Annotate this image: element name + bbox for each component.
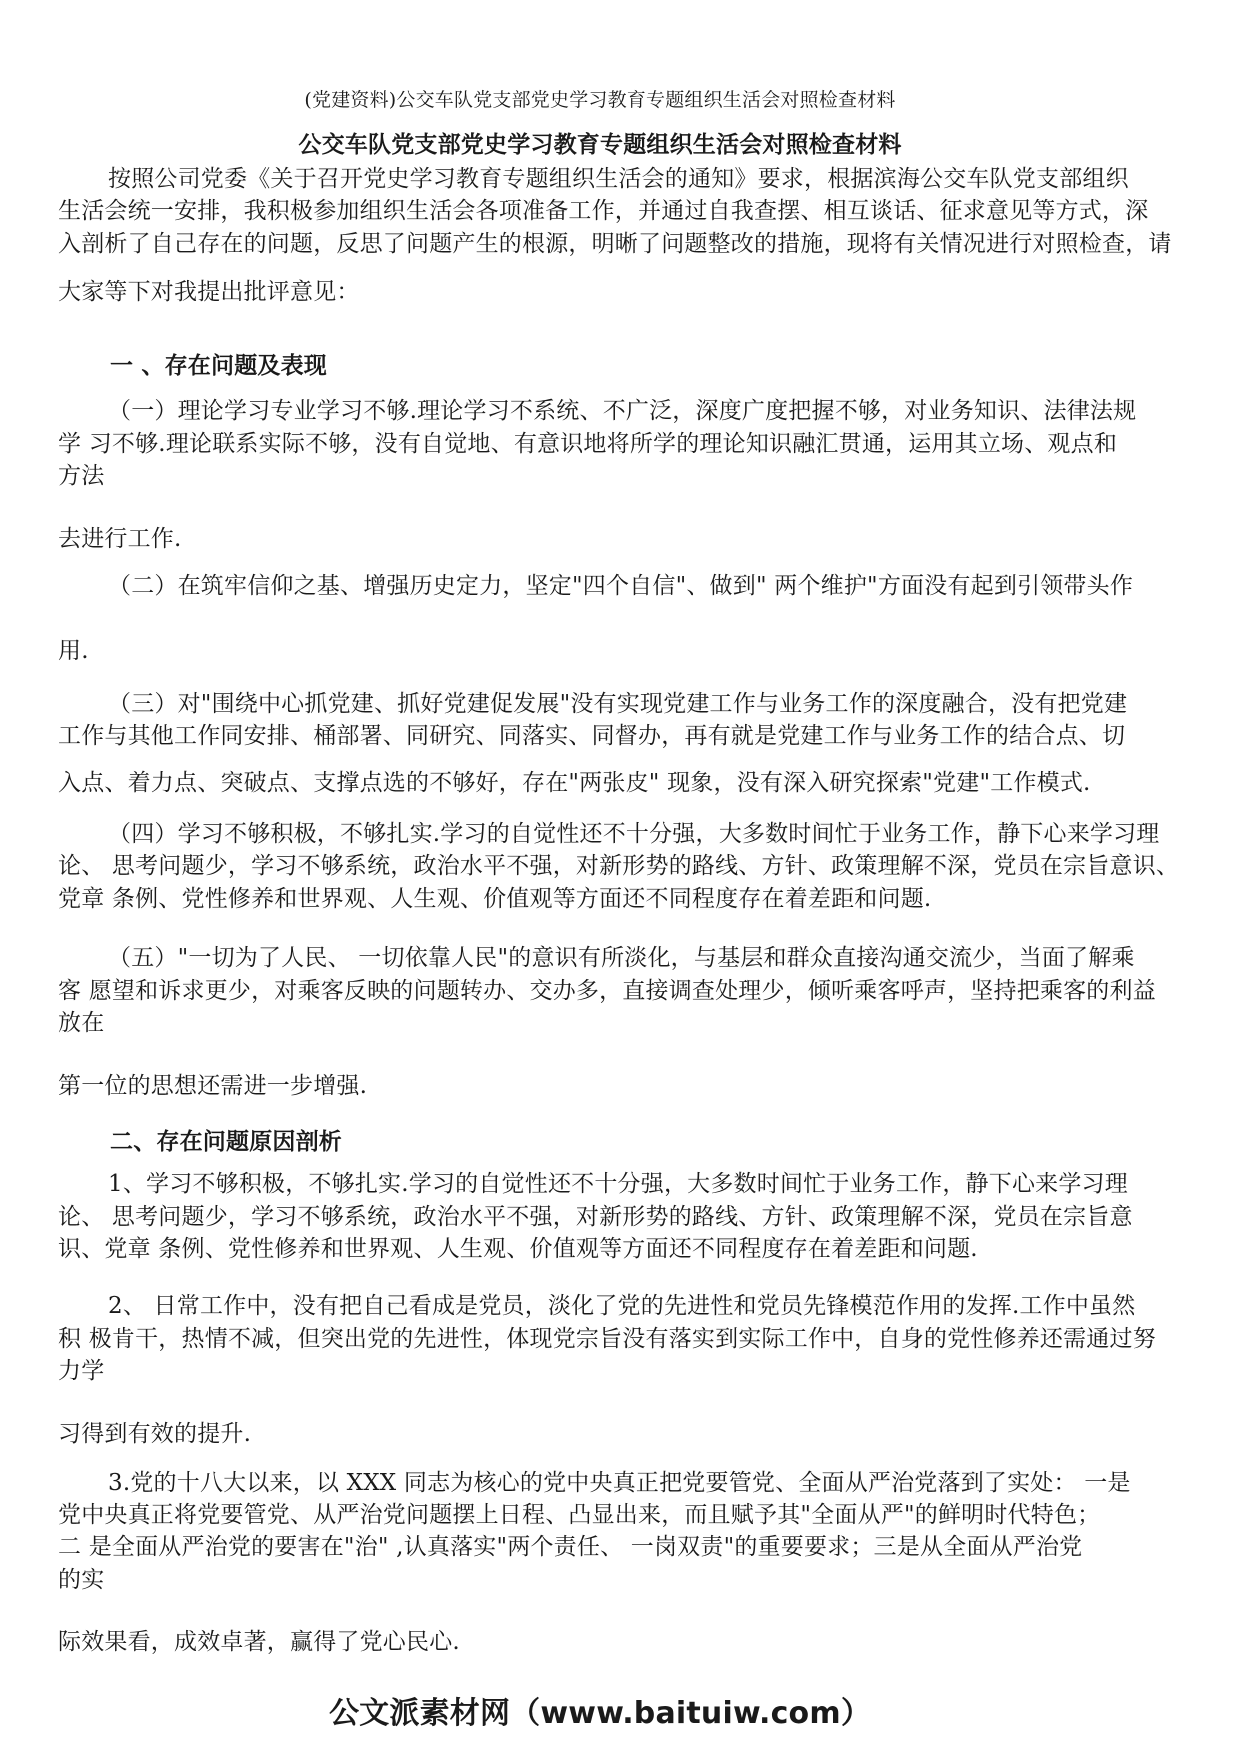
text-line: 放在 bbox=[58, 1010, 105, 1036]
text-line: 入剖析了自己存在的问题，反思了问题产生的根源，明晰了问题整改的措施，现将有关情况进行对照检查，请 bbox=[58, 231, 1172, 257]
text-line: 论、 思考问题少，学习不够系统，政治水平不强，对新形势的路线、方针、政策理解不深，党员在宗旨意 bbox=[58, 1204, 1133, 1230]
text-line: 二 是全面从严治党的要害在"治" ,认真落实"两个责任、 一岗双责"的重要要求；三是从全面从严治党 bbox=[58, 1534, 1083, 1560]
top-title: (党建资料)公交车队党支部党史学习教育专题组织生活会对照检查材料 bbox=[304, 89, 896, 111]
section-heading-1: 一 、存在问题及表现 bbox=[110, 353, 328, 379]
text-line: 际效果看，成效卓著，赢得了党心民心. bbox=[58, 1629, 460, 1655]
text-line: 的实 bbox=[58, 1567, 105, 1593]
text-line: 力学 bbox=[58, 1358, 105, 1384]
text-line: （五）"一切为了人民、 一切依靠人民"的意识有所淡化，与基层和群众直接沟通交流少，当面了解乘 bbox=[108, 945, 1135, 971]
text-line: 方法 bbox=[58, 463, 105, 489]
text-line: 生活会统一安排，我积极参加组织生活会各项准备工作，并通过自我查摆、相互谈话、征求意见等方式，深 bbox=[58, 198, 1149, 224]
text-line: （一）理论学习专业学习不够.理论学习不系统、不广泛，深度广度把握不够，对业务知识、法律法规 bbox=[108, 398, 1137, 424]
text-line: （二）在筑牢信仰之基、增强历史定力，坚定"四个自信"、做到" 两个维护"方面没有起到引领带头作 bbox=[108, 573, 1134, 599]
text-line: 积 极肯干，热情不减，但突出党的先进性，体现党宗旨没有落实到实际工作中，自身的党性修养还需通过努 bbox=[58, 1326, 1156, 1352]
section-heading-2: 二、存在问题原因剖析 bbox=[110, 1129, 342, 1155]
text-line: 按照公司党委《关于召开党史学习教育专题组织生活会的通知》要求，根据滨海公交车队党支部组织 bbox=[108, 166, 1129, 192]
text-line: 3.党的十八大以来，以 XXX 同志为核心的党中央真正把党要管党、全面从严治党落到了实处： 一是 bbox=[108, 1470, 1131, 1496]
text-line: 党中央真正将党要管党、从严治党问题摆上日程、凸显出来，而且赋予其"全面从严"的鲜明时代特色； bbox=[58, 1502, 1101, 1528]
text-line: 1、学习不够积极，不够扎实.学习的自觉性还不十分强，大多数时间忙于业务工作，静下心来学习理 bbox=[108, 1171, 1128, 1197]
text-line: 识、党章 条例、党性修养和世界观、人生观、价值观等方面还不同程度存在着差距和问题. bbox=[58, 1236, 978, 1262]
text-line: 学 习不够.理论联系实际不够，没有自觉地、有意识地将所学的理论知识融汇贯通，运用其立场、观点和 bbox=[58, 431, 1118, 457]
text-line: 客 愿望和诉求更少，对乘客反映的问题转办、交办多，直接调查处理少，倾听乘客呼声，坚持把乘客的利益 bbox=[58, 978, 1156, 1004]
text-line: 用. bbox=[58, 638, 89, 664]
text-line: 论、 思考问题少，学习不够系统，政治水平不强，对新形势的路线、方针、政策理解不深，党员在宗旨意识、 bbox=[58, 853, 1180, 879]
text-line: 第一位的思想还需进一步增强. bbox=[58, 1073, 368, 1099]
text-line: 党章 条例、党性修养和世界观、人生观、价值观等方面还不同程度存在着差距和问题. bbox=[58, 886, 932, 912]
text-line: 大家等下对我提出批评意见： bbox=[58, 279, 360, 305]
footer-watermark: 公文派素材网（www.baituiw.com） bbox=[328, 1696, 872, 1731]
text-line: 入点、着力点、突破点、支撑点选的不够好，存在"两张皮" 现象，没有深入研究探索"党建"工作模式. bbox=[58, 770, 1091, 796]
text-line: 工作与其他工作同安排、桶部署、同研究、同落实、同督办，再有就是党建工作与业务工作的结合点、切 bbox=[58, 723, 1126, 749]
text-line: （四）学习不够积极，不够扎实.学习的自觉性还不十分强，大多数时间忙于业务工作，静下心来学习理 bbox=[108, 821, 1160, 847]
text-line: （三）对"围绕中心抓党建、抓好党建促发展"没有实现党建工作与业务工作的深度融合，没有把党建 bbox=[108, 691, 1128, 717]
text-line: 2、 日常工作中，没有把自己看成是党员，淡化了党的先进性和党员先锋模范作用的发挥.工作中虽然 bbox=[108, 1293, 1136, 1319]
document-title: 公交车队党支部党史学习教育专题组织生活会对照检查材料 bbox=[298, 132, 902, 158]
text-line: 去进行工作. bbox=[58, 526, 182, 552]
text-line: 习得到有效的提升. bbox=[58, 1421, 252, 1447]
